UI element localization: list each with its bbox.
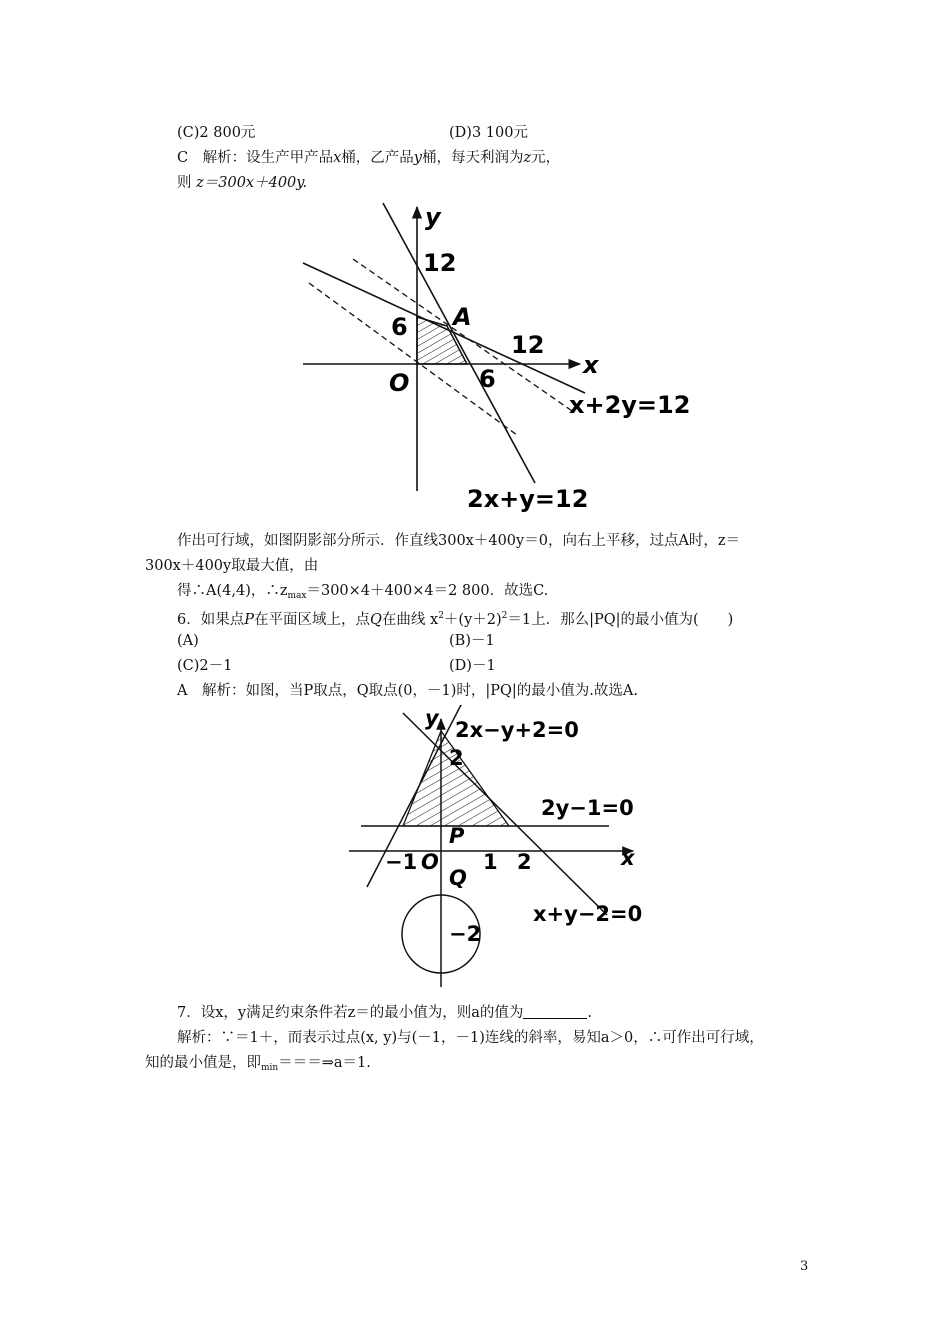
q5-explanation-3-pre: 得∴A(4,4)，∴z: [177, 583, 288, 599]
q5-answer-line: [177, 149, 560, 167]
q5-answer-y: y: [413, 150, 422, 166]
q5-option-c: (C)2 800元: [177, 125, 256, 141]
q6-stem-q: Q: [370, 612, 382, 628]
q6-stem-mid3: ＋(y＋2): [443, 612, 502, 628]
fig1-label-6-bottom: 6: [479, 365, 496, 393]
q7-answer-blank: [523, 1006, 587, 1019]
q5-answer-end: 元，: [531, 150, 561, 166]
fig1-label-a: A: [453, 303, 472, 331]
fig2-label-minus2: −2: [449, 922, 482, 946]
fig2-label-q: Q: [449, 866, 467, 890]
q6-stem-mid: 在平面区域上，点: [254, 612, 370, 628]
q5-explanation-3-sub: max: [287, 591, 307, 601]
fig1-label-y: y: [425, 203, 441, 231]
q5-explanation-2: 300x＋400y取最大值，由: [145, 558, 319, 574]
q6-option-a: (A): [177, 633, 199, 649]
fig2-label-y: y: [425, 706, 439, 730]
dashed-objective-line-lower: [309, 283, 517, 435]
fig1-label-6-left: 6: [391, 313, 408, 341]
fig2-label-2-top: 2: [449, 746, 464, 770]
fig1-label-o: O: [389, 369, 410, 397]
q6-stem-sup: 2: [438, 611, 444, 621]
figure-2-region-and-circle: [345, 705, 665, 995]
fig2-label-x: x: [621, 846, 635, 870]
q5-answer-mid2: 桶，每天利润为: [421, 150, 524, 166]
q7-answer-2-sub: min: [261, 1063, 279, 1073]
q6-stem-sup2: 2: [501, 611, 508, 621]
fig2-label-line3: x+y−2=0: [533, 902, 643, 926]
q5-explanation-3-post: ＝300×4＋400×4＝2 800．故选C.: [306, 583, 549, 599]
fig2-label-2: 2: [517, 850, 532, 874]
q6-stem-mid2: 在曲线 x: [381, 612, 439, 628]
q6-stem-end: ＝1上．那么|PQ|的最小值为( ): [507, 612, 734, 628]
q7-answer-1: 解析：∵＝1＋，而表示过点(x, y)与(－1，－1)连线的斜率，易知a＞0，∴可作出可行域，: [177, 1030, 764, 1046]
q6-option-c: (C)2－1: [177, 658, 233, 674]
fig2-label-minus1: −1: [385, 850, 418, 874]
q6-stem: [177, 607, 733, 629]
page-number: 3: [800, 1259, 809, 1274]
q5-answer-mid1: 桶，乙产品: [341, 150, 414, 166]
fig2-label-o: O: [421, 850, 439, 874]
fig1-label-line2: 2x+y=12: [467, 485, 589, 513]
figure-1-feasible-region: [295, 195, 695, 515]
fig1-label-x: x: [583, 351, 599, 379]
q7-answer-2-pre: 知的最小值是，即: [145, 1055, 261, 1071]
line-x-plus-2y-eq-12: [303, 263, 585, 393]
q5-formula-line: [177, 174, 307, 192]
q5-formula: z＝300x＋400y.: [196, 175, 308, 191]
q5-answer-prefix: C 解析：设生产甲产品: [177, 150, 334, 166]
q5-explanation-3: [177, 582, 548, 605]
q7-stem-text: 7．设x，y满足约束条件若z＝的最小值为，则a的值为: [177, 1005, 524, 1021]
q5-option-d: (D)3 100元: [449, 125, 528, 141]
q6-option-d: (D)－1: [449, 658, 496, 674]
fig2-label-1: 1: [483, 850, 498, 874]
q6-stem-pre: 6．如果点: [177, 612, 245, 628]
q6-answer: A 解析：如图，当P取点，Q取点(0，－1)时，|PQ|的最小值为.故选A.: [177, 683, 638, 699]
q6-option-b: (B)－1: [449, 633, 495, 649]
q7-answer-2-post: ＝＝＝⇒a＝1.: [278, 1055, 371, 1071]
q5-answer-x: x: [333, 150, 342, 166]
fig1-label-12-top: 12: [423, 249, 457, 277]
q5-answer-z: z: [523, 150, 532, 166]
q5-formula-prefix: 则: [177, 175, 197, 191]
fig2-label-line2: 2y−1=0: [541, 796, 634, 820]
fig2-label-line1: 2x−y+2=0: [455, 718, 579, 742]
q5-explanation-1: 作出可行域，如图阴影部分所示．作直线300x＋400y＝0，向右上平移，过点A时，z＝: [177, 533, 741, 549]
fig1-label-12-right: 12: [511, 331, 545, 359]
fig2-label-p: P: [449, 824, 465, 848]
q6-stem-p: P: [244, 612, 254, 628]
q7-answer-2: [145, 1054, 371, 1077]
q7-stem-end: .: [587, 1005, 592, 1021]
fig1-label-line1: x+2y=12: [569, 391, 691, 419]
q7-stem: [177, 1004, 592, 1022]
